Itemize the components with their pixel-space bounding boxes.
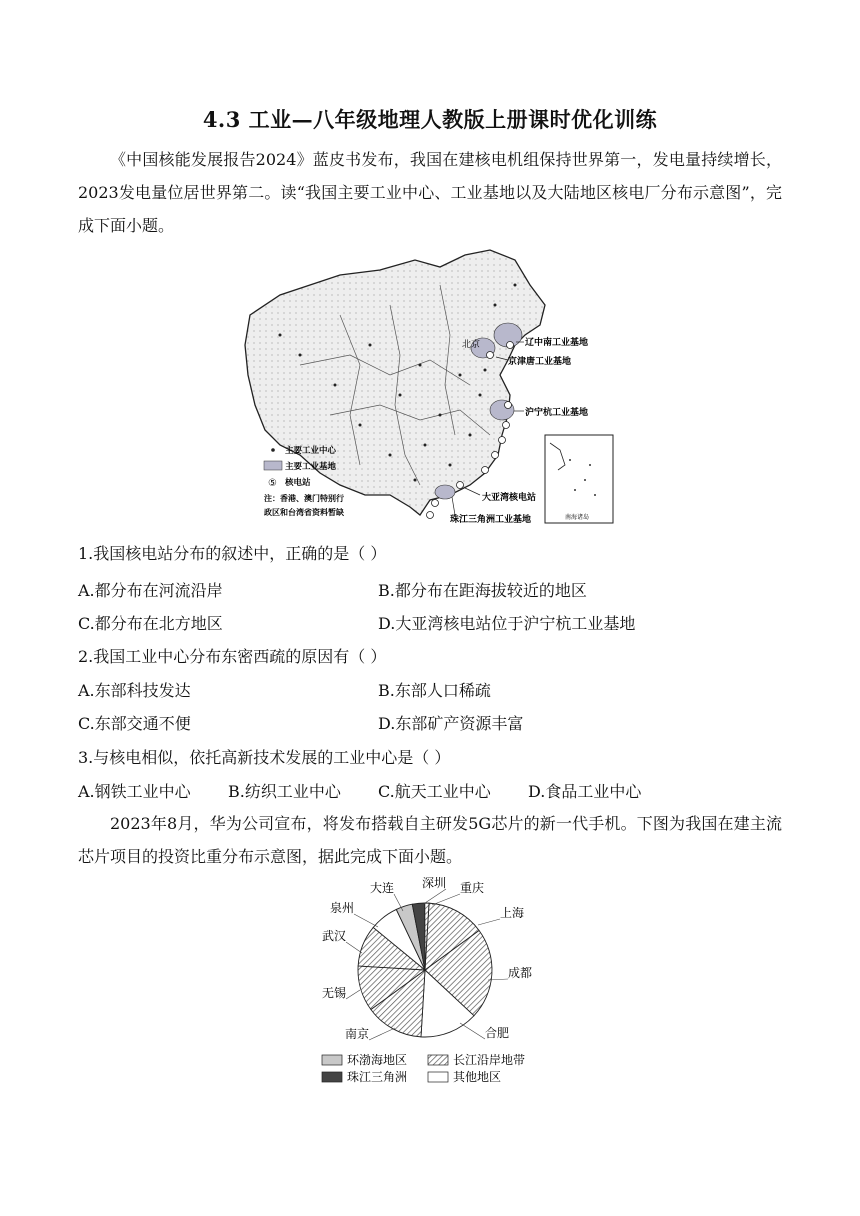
pie-label-5: 武汉 (322, 929, 347, 943)
q2-option-a: A.东部科技发达 (78, 681, 191, 700)
pie-label-3: 南京 (345, 1027, 370, 1041)
pie-leader-4 (346, 990, 360, 999)
q2-option-d: D.东部矿产资源丰富 (378, 714, 524, 733)
pie-leader-5 (346, 942, 362, 953)
q1-option-d: D.大亚湾核电站位于沪宁杭工业基地 (378, 614, 636, 633)
legend-label-0: 环渤海地区 (347, 1053, 408, 1067)
pie-leader-6 (354, 914, 378, 927)
label-beijing: 北京 (462, 340, 481, 350)
china-outline (245, 250, 545, 515)
legend-nuclear-symbol: ⑤ (268, 478, 277, 489)
pie-label-0: 上海 (500, 906, 525, 920)
legend-note-line1: 注：香港、澳门特别行 (264, 494, 344, 503)
legend-industry-center: 主要工业中心 (285, 446, 337, 456)
q1-option-a: A.都分布在河流沿岸 (78, 581, 223, 600)
label-dayawan: 大亚湾核电站 (482, 493, 537, 503)
label-liaoning-base: 辽中南工业基地 (525, 338, 589, 348)
intro-paragraph-1: 《中国核能发展报告2024》蓝皮书发布，我国在建核电机组保持世界第一，发电量持续增长，2023发电量位居世界第二。读“我国主要工业中心、工业基地以及大陆地区核电厂分布示意图”，完成下面小题。 (78, 150, 782, 235)
pie-label-8: 深圳 (422, 876, 447, 890)
label-jingjintang-base: 京津唐工业基地 (508, 357, 572, 367)
q3-option-a: A.钢铁工业中心 (78, 782, 191, 801)
q2-option-c: C.东部交通不便 (78, 714, 191, 733)
q3-option-c: C.航天工业中心 (378, 782, 491, 801)
q1-option-c: C.都分布在北方地区 (78, 614, 223, 633)
label-zhujiang-base: 珠江三角洲工业基地 (450, 515, 532, 525)
intro-paragraph-2: 2023年8月，华为公司宣布，将发布搭载自主研发5G芯片的新一代手机。下图为我国在建主流芯片项目的投资比重分布示意图，据此完成下面小题。 (78, 814, 782, 866)
q2-option-b: B.东部人口稀疏 (378, 681, 491, 700)
pie-leader-8 (422, 889, 446, 905)
legend-swatch-0 (322, 1055, 342, 1065)
q3-option-d: D.食品工业中心 (528, 782, 642, 801)
legend-label-1: 长江沿岸地带 (453, 1053, 526, 1067)
pie-label-2: 合肥 (485, 1026, 510, 1040)
pie-leader-0 (478, 919, 500, 925)
question-1: 1.我国核电站分布的叙述中，正确的是（ ） (78, 544, 387, 563)
legend-swatch-1 (428, 1055, 448, 1065)
pie-leader-3 (369, 1028, 395, 1040)
label-huning-base: 沪宁杭工业基地 (525, 408, 589, 418)
pie-label-9: 重庆 (460, 881, 485, 895)
label-south-china-sea: 南海诸岛 (565, 514, 590, 521)
q3-option-b: B.纺织工业中心 (228, 782, 341, 801)
legend-swatch-2 (322, 1072, 342, 1082)
page-title: 4.3 工业—八年级地理人教版上册课时优化训练 (202, 107, 658, 132)
question-2: 2.我国工业中心分布东密西疏的原因有（ ） (78, 647, 387, 666)
legend-industry-base: 主要工业基地 (285, 462, 337, 472)
q1-option-b: B.都分布在距海拔较近的地区 (378, 581, 587, 600)
legend-label-3: 其他地区 (453, 1070, 502, 1084)
pie-label-1: 成都 (508, 966, 533, 980)
question-3: 3.与核电相似，依托高新技术发展的工业中心是（ ） (78, 748, 451, 767)
legend-note-line2: 政区和台湾省资料暂缺 (264, 508, 344, 517)
legend-nuclear: 核电站 (285, 478, 311, 488)
pie-leader-2 (460, 1023, 485, 1039)
chip-investment-pie-chart (300, 875, 560, 1100)
pie-label-6: 泉州 (330, 901, 355, 915)
china-industry-map (240, 245, 620, 527)
legend-swatch-3 (428, 1072, 448, 1082)
pie-label-4: 无锡 (322, 986, 347, 1000)
pie-label-7: 大连 (370, 881, 395, 895)
legend-label-2: 珠江三角洲 (347, 1070, 408, 1084)
